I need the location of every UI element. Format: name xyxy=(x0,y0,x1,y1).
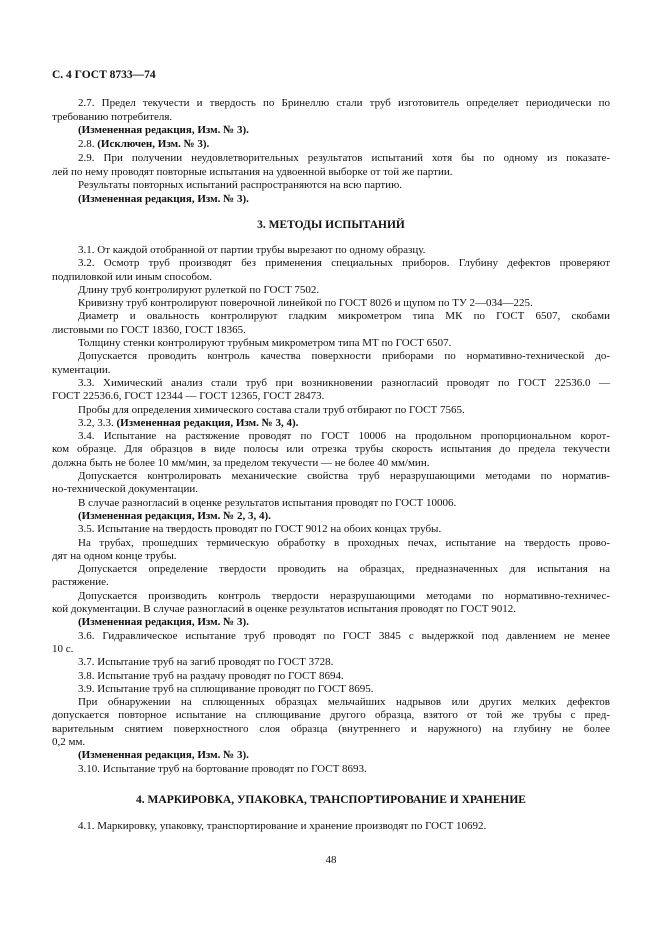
amendment-note: (Исключен, Изм. № 3). xyxy=(97,138,210,151)
text-line: ГОСТ 22536.6, ГОСТ 12344 — ГОСТ 12365, ГОСТ 28473. xyxy=(52,390,325,403)
text-line xyxy=(52,417,610,430)
paragraph xyxy=(52,630,610,657)
text-line xyxy=(52,124,610,138)
amendment-note: (Измененная редакция, Изм. № 3). xyxy=(78,192,249,205)
paragraph xyxy=(52,470,610,497)
paragraph xyxy=(52,152,610,179)
text-line xyxy=(52,616,610,629)
paragraph xyxy=(52,377,610,404)
text-line xyxy=(52,749,610,762)
amendment-note: (Измененная редакция, Изм. № 3). xyxy=(78,124,249,137)
text-line: 3.9. Испытание труб на сплющивание проводят по ГОСТ 8695. xyxy=(78,682,374,695)
section-3-body xyxy=(52,244,610,776)
paragraph xyxy=(52,404,610,417)
text-line xyxy=(52,138,610,152)
text-line: 3.4. Испытание на растяжение проводят по ГОСТ 10006 на продольном пропорциональном корот- xyxy=(78,430,610,443)
paragraph xyxy=(52,244,610,257)
paragraph xyxy=(52,590,610,617)
paragraph xyxy=(52,124,610,138)
section-2-continuation xyxy=(52,97,610,207)
text-line: 3.10. Испытание труб на бортование проводят по ГОСТ 8693. xyxy=(78,762,367,775)
paragraph xyxy=(52,656,610,669)
page-number: 48 xyxy=(325,854,337,866)
text-line: 2.9. При получении неудовлетворительных результатов испытаний хотя бы по одному из показате- xyxy=(78,151,610,164)
section-4-body xyxy=(52,820,610,833)
text-line: 3.7. Испытание труб на загиб проводят по ГОСТ 3728. xyxy=(78,656,334,669)
amendment-note: (Измененная редакция, Изм. № 2, 3, 4). xyxy=(78,509,271,522)
text-line: Допускается определение твердости проводить на образцах, предназначенных для испытания на xyxy=(78,563,610,576)
text-line xyxy=(52,193,610,207)
paragraph xyxy=(52,297,610,310)
paragraph xyxy=(52,337,610,350)
paragraph xyxy=(52,683,610,696)
paragraph xyxy=(52,138,610,152)
text-line: Толщину стенки контролируют трубным микрометром типа МТ по ГОСТ 6507. xyxy=(78,337,452,350)
paragraph xyxy=(52,749,610,762)
text-line: кой документации. В случае разногласий в оценке результатов испытания проводят по ГОСТ 9012. xyxy=(52,603,517,616)
text-line: Результаты повторных испытаний распространяются на всю партию. xyxy=(78,179,403,192)
text-line: 2.7. Предел текучести и твердость по Бринеллю стали труб изготовитель определяет периодически по xyxy=(78,97,610,109)
text-line: 3.1. От каждой отобранной от партии трубы вырезают по одному образцу. xyxy=(78,244,426,256)
text-line: На трубах, прошедших термическую обработку в проходных печах, испытание на твердость прово- xyxy=(78,536,610,549)
paragraph xyxy=(52,497,610,510)
paragraph xyxy=(52,670,610,683)
paragraph xyxy=(52,510,610,523)
paragraph xyxy=(52,97,610,124)
paragraph xyxy=(52,430,610,470)
text-line: ком образце. Для образцов в виде полосы или отрезка трубы скорость испытания до предела текучести xyxy=(52,443,610,456)
amendment-note: (Измененная редакция, Изм. № 3). xyxy=(78,616,249,629)
text-line: но-технической документации. xyxy=(52,483,198,496)
paragraph xyxy=(52,696,610,749)
paragraph xyxy=(52,820,610,833)
text-line: В случае разногласий в оценке результатов испытания проводят по ГОСТ 10006. xyxy=(78,496,457,509)
paragraph xyxy=(52,179,610,193)
text-line: 3.2. Осмотр труб производят без применения специальных приборов. Глубину дефектов проверяют xyxy=(78,257,610,270)
paragraph xyxy=(52,523,610,536)
text-line: должна быть не более 10 мм/мин, за пределом текучести — не более 40 мм/мин. xyxy=(52,456,430,469)
text-line: При обнаружении на сплющенных образцах мельчайших надрывов или других мелких дефектов xyxy=(78,696,610,709)
paragraph xyxy=(52,537,610,564)
text-line: Допускается контролировать механические свойства труб неразрушающими методами по норматив- xyxy=(78,470,610,483)
text-line: 4.1. Маркировку, упаковку, транспортирование и хранение производят по ГОСТ 10692. xyxy=(78,820,487,832)
text-line: Кривизну труб контролируют поверочной линейкой по ГОСТ 8026 и щупом по ТУ 2—034—225. xyxy=(78,297,533,310)
text-line: лей по нему проводят повторные испытания на удвоенной выборке от той же партии. xyxy=(52,165,453,178)
text-line: 10 с. xyxy=(52,642,74,655)
text-line: требованию потребителя. xyxy=(52,110,173,123)
clause-number: 3.2, 3.3. xyxy=(78,416,117,429)
text-line: 0,2 мм. xyxy=(52,735,86,748)
text-line: 3.8. Испытание труб на раздачу проводят по ГОСТ 8694. xyxy=(78,669,344,682)
text-line: листовыми по ГОСТ 18360, ГОСТ 18365. xyxy=(52,323,246,336)
paragraph xyxy=(52,563,610,590)
text-line: допускается повторное испытание на сплющивание другого образца, взятого от той же трубы с пред- xyxy=(52,709,610,722)
section-3-heading: 3. МЕТОДЫ ИСПЫТАНИЙ xyxy=(257,219,405,231)
paragraph xyxy=(52,417,610,430)
text-line: 3.6. Гидравлическое испытание труб проводят по ГОСТ 3845 с выдержкой под давлением не менее xyxy=(78,629,610,642)
paragraph xyxy=(52,193,610,207)
paragraph xyxy=(52,616,610,629)
section-4-heading: 4. МАРКИРОВКА, УПАКОВКА, ТРАНСПОРТИРОВАНИЕ И ХРАНЕНИЕ xyxy=(136,794,526,806)
text-line: кументации. xyxy=(52,363,111,376)
text-line: Допускается проводить контроль качества поверхности приборами по нормативно-технической до- xyxy=(78,350,610,363)
amendment-note: (Измененная редакция, Изм. № 3, 4). xyxy=(116,416,299,429)
paragraph xyxy=(52,763,610,776)
text-line: Допускается производить контроль твердости неразрушающими методами по нормативно-техничес- xyxy=(78,589,610,602)
text-line: варительным снятием поверхностного слоя образца (внутреннего и наружного) на глубину не более xyxy=(52,722,610,735)
paragraph xyxy=(52,350,610,377)
page-header: С. 4 ГОСТ 8733—74 xyxy=(52,69,156,81)
clause-number: 2.8. xyxy=(78,138,98,151)
text-line: подпиловкой или иным способом. xyxy=(52,270,212,283)
amendment-note: (Измененная редакция, Изм. № 3). xyxy=(78,749,249,762)
text-line xyxy=(52,510,610,523)
paragraph xyxy=(52,257,610,284)
text-line: Длину труб контролируют рулеткой по ГОСТ 7502. xyxy=(78,283,320,296)
paragraph xyxy=(52,284,610,297)
text-line: растяжение. xyxy=(52,576,109,589)
text-line: Диаметр и овальность контролируют гладким микрометром типа МК по ГОСТ 6507, скобами xyxy=(78,310,610,323)
text-line: 3.5. Испытание на твердость проводят по ГОСТ 9012 на обоих концах трубы. xyxy=(78,523,442,536)
text-line: дят на одном конце трубы. xyxy=(52,549,177,562)
text-line: Пробы для определения химического состава стали труб отбирают по ГОСТ 7565. xyxy=(78,403,465,416)
paragraph xyxy=(52,310,610,337)
text-line: 3.3. Химический анализ стали труб при возникновении разногласий проводят по ГОСТ 22536.0 — xyxy=(78,376,610,389)
